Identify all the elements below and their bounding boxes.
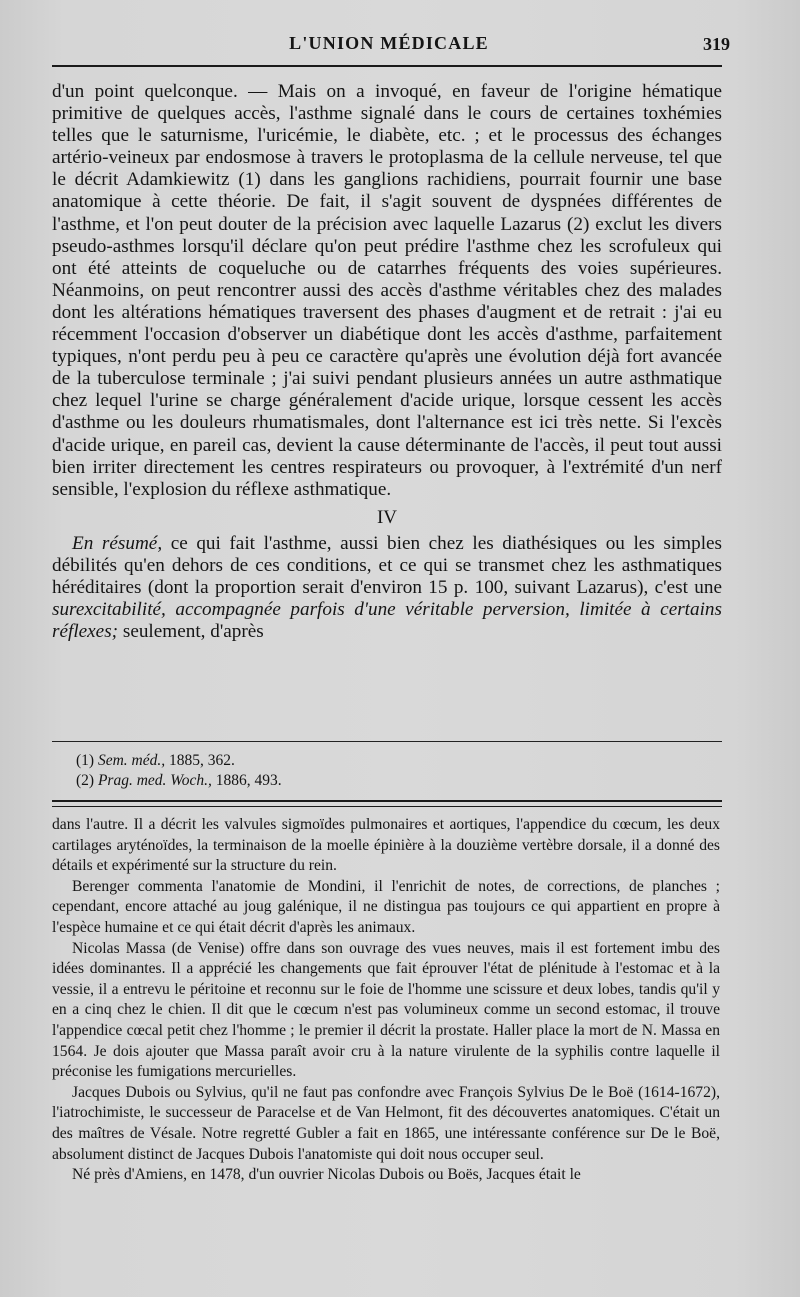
- feuilleton-paragraph-5: Né près d'Amiens, en 1478, d'un ouvrier Nicolas Dubois ou Boës, Jacques était le: [72, 1166, 581, 1184]
- main-paragraph-1: d'un point quelconque. — Mais on a invoqué, en faveur de l'origine hématique primitive de quelques accès, l'asthme signalé dans le cours de certaines toxhémies telles que le saturnisme, l'uricémie, le diabète, etc. ; et le processus des échanges artério-veineux par endosmose à travers le protoplasma de la cellule nerveuse, tel que le décrit Adamkiewitz (1) dans les ganglions rachidiens, pourrait fournir une base anatomique à cette théorie. De fait, il s'agit souvent de dyspnées différentes de l'asthme, et l'on peut douter de la précision avec laquelle Lazarus (2) exclut les divers pseudo-asthmes lorsqu'il déclare qu'on peut prédire l'asthme chez les scrofuleux qui ont été atteints de coqueluche ou de catarrhes fréquents des voies supérieures. Néanmoins, on peut rencontrer aussi des accès d'asthme véritables chez des malades dont les altérations hématiques traversent des phases d'augment et de retrait : j'ai eu récemment l'occasion d'observer un diabétique dont les accès d'asthme, parfaitement typiques, n'ont perdu peu à peu ce caractère qu'après une évolution déjà fort avancée de la tuberculose terminale ; j'ai suivi pendant plusieurs années un autre asthmatique chez lequel l'urine se charge généralement d'acide urique, lorsque cessent les accès d'asthme ou les douleurs rhumatismales, dont l'alternance est ici très nette. Si l'excès d'acide urique, en pareil cas, devient la cause déterminante de l'accès, il peut tout aussi bien irriter directement les centres respirateurs ou provoquer, à l'extrémité d'un nerf sensible, l'explosion du réflexe asthmatique.: [52, 81, 722, 500]
- section-number: IV: [376, 506, 398, 528]
- footnote-1: [76, 751, 282, 771]
- footnote-2-number: (2): [76, 772, 98, 789]
- feuilleton-paragraph-1: dans l'autre. Il a décrit les valvules sigmoïdes pulmonaires et aortiques, l'appendice du cœcum, les deux cartilages aryténoïdes, la terminaison de la moelle épinière à la douzième vertèbre dorsale, il a donné des détails et expérimenté sur la structure du rein.: [52, 816, 720, 875]
- footnote-1-number: (1): [76, 752, 98, 769]
- page-number: 319: [703, 34, 730, 54]
- feuilleton-paragraph-4: Jacques Dubois ou Sylvius, qu'il ne faut pas confondre avec François Sylvius De le Boë (1614-1672), l'iatrochimiste, le successeur de Paracelse et de Van Helmont, fit des découvertes anatomiques. C'était un des maîtres de Vésale. Notre regretté Gubler a fait en 1865, une intéressante conférence sur De le Boë, absolument distinct de Jacques Dubois l'anatomiste qui doit nous occuper seul.: [52, 1083, 720, 1163]
- footnote-rule: [52, 741, 722, 742]
- main-paragraph-2-emphasis: surexcitabilité, accompagnée parfois d'une véritable perversion, limitée à certains réflexes;: [52, 599, 722, 643]
- feuilleton-rule-thin: [52, 806, 722, 807]
- feuilleton-paragraph-2: Berenger commenta l'anatomie de Mondini, il l'enrichit de notes, de corrections, de planches ; cependant, encore attaché au joug galénique, il ne distingua pas toujours ce qui appartient en propre à l'espèce humaine et ce qui était décrit d'après les animaux.: [52, 877, 720, 936]
- footnote-1-ref: 1885, 362.: [165, 752, 235, 769]
- footnote-2: [76, 771, 282, 791]
- main-paragraph-2-text-a: ce qui fait l'asthme, aussi bien chez les diathésiques ou les simples débilités qu'en dehors de ces conditions, et ce qui se transmet chez les asthmatiques héréditaires (dont la proportion serait d'environ 15 p. 100, suivant Lazarus), c'est une: [52, 532, 723, 599]
- footnote-2-ref: 1886, 493.: [211, 772, 282, 789]
- main-paragraph-2: [52, 533, 722, 643]
- en-resume-emphasis: En résumé,: [72, 532, 163, 554]
- footnote-2-source: Prag. med. Woch.,: [97, 772, 212, 789]
- running-header: [52, 33, 730, 59]
- footnotes: [76, 751, 282, 791]
- main-article: [52, 81, 722, 643]
- main-paragraph-2-text-b: seulement, d'après: [118, 621, 264, 643]
- journal-title: L'UNION MÉDICALE: [289, 33, 489, 53]
- feuilleton-article: [52, 815, 720, 1186]
- feuilleton-paragraph-3: Nicolas Massa (de Venise) offre dans son ouvrage des vues neuves, mais il est fortement imbu des idées dominantes. Il a apprécié les changements que fait éprouver l'état de plénitude à l'estomac et à la vessie, il a entrevu le péritoine et reconnu sur le foie de l'homme une scissure et deux lobes, tandis qu'il y en a cinq chez le chien. Il dit que le cœcum n'est pas volumineux comme un second estomac, il trouve l'appendice cœcal petit chez l'homme ; le premier il décrit la prostate. Haller place la mort de N. Massa en 1564. Je dois ajouter que Massa paraît avoir cru à la nature virulente de la syphilis contre laquelle il préconise les fumigations mercurielles.: [52, 939, 720, 1081]
- header-rule: [52, 65, 722, 67]
- feuilleton-rule-thick: [52, 800, 722, 802]
- footnote-1-source: Sem. méd.,: [97, 752, 166, 769]
